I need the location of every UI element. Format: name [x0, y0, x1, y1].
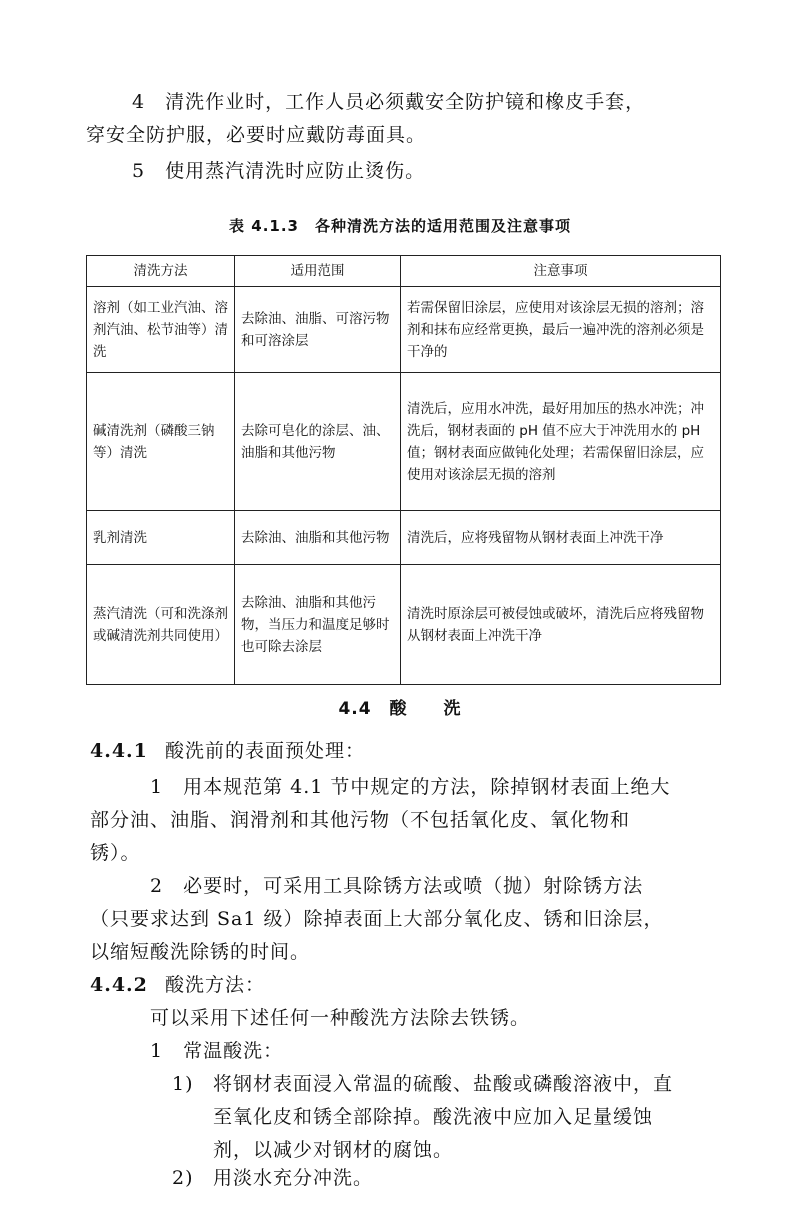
cell-scope: 去除油、油脂和其他污物 — [235, 511, 401, 565]
item-4-line-1: 4 清洗作业时，工作人员必须戴安全防护镜和橡皮手套， — [132, 91, 646, 113]
clause-4-4-1-item-2-line-1: 2 必要时，可采用工具除锈方法或喷（抛）射除锈方法 — [150, 875, 644, 897]
clause-number: 4.4.1 — [90, 740, 148, 762]
clause-4-4-1-item-1-line-3: 锈）。 — [90, 842, 141, 864]
table-header-row — [87, 256, 721, 287]
header-notes: 注意事项 — [401, 256, 721, 287]
table-caption: 表 4.1.3 各种清洗方法的适用范围及注意事项 — [229, 217, 571, 235]
item-5: 5 使用蒸汽清洗时应防止烫伤。 — [132, 160, 426, 182]
cell-method: 溶剂（如工业汽油、溶剂汽油、松节油等）清洗 — [87, 287, 235, 373]
cell-notes: 清洗后，应将残留物从钢材表面上冲洗干净 — [401, 511, 721, 565]
section-title: 4.4 酸 洗 — [338, 699, 462, 719]
clause-4-4-1-item-2-line-2: （只要求达到 Sa1 级）除掉表面上大部分氧化皮、锈和旧涂层， — [90, 908, 664, 930]
cell-notes: 清洗时原涂层可被侵蚀或破坏，清洗后应将残留物从钢材表面上冲洗干净 — [401, 565, 721, 685]
header-scope: 适用范围 — [235, 256, 401, 287]
item-4-line-2: 穿安全防护服，必要时应戴防毒面具。 — [86, 124, 427, 146]
table-row — [87, 287, 721, 373]
sub-item-1-line-2: 至氧化皮和锈全部除掉。酸洗液中应加入足量缓蚀 — [213, 1106, 654, 1128]
table-row — [87, 511, 721, 565]
cell-scope: 去除可皂化的涂层、油、油脂和其他污物 — [235, 373, 401, 511]
sub-item-1-number: 1) — [172, 1073, 194, 1095]
table-row — [87, 373, 721, 511]
cell-scope: 去除油、油脂和其他污物，当压力和温度足够时也可除去涂层 — [235, 565, 401, 685]
cleaning-methods-table — [86, 255, 721, 685]
cell-method: 乳剂清洗 — [87, 511, 235, 565]
sub-item-2-text: 用淡水充分冲洗。 — [213, 1167, 374, 1189]
cell-notes: 若需保留旧涂层，应使用对该涂层无损的溶剂；溶剂和抹布应经常更换，最后一遍冲洗的溶剂必须是干净的 — [401, 287, 721, 373]
clause-title: 酸洗前的表面预处理： — [164, 740, 365, 762]
cell-scope: 去除油、油脂、可溶污物和可溶涂层 — [235, 287, 401, 373]
clause-4-4-2 — [90, 971, 265, 999]
clause-4-4-1-item-1-line-1: 1 用本规范第 4.1 节中规定的方法，除掉钢材表面上绝大 — [150, 776, 671, 798]
table-row — [87, 565, 721, 685]
clause-4-4-1-item-1-line-2: 部分油、油脂、润滑剂和其他污物（不包括氧化皮、氧化物和 — [90, 809, 631, 831]
clause-4-4-2-intro: 可以采用下述任何一种酸洗方法除去铁锈。 — [150, 1007, 531, 1029]
sub-item-2-number: 2) — [172, 1167, 194, 1189]
clause-4-4-2-item-1: 1 常温酸洗： — [150, 1040, 284, 1062]
header-method: 清洗方法 — [87, 256, 235, 287]
clause-number: 4.4.2 — [90, 974, 148, 996]
clause-4-4-1-item-2-line-3: 以缩短酸洗除锈的时间。 — [90, 941, 311, 963]
sub-item-1-line-3: 剂，以减少对钢材的腐蚀。 — [213, 1139, 454, 1161]
sub-item-1-line-1: 将钢材表面浸入常温的硫酸、盐酸或磷酸溶液中，直 — [213, 1073, 674, 1095]
cell-method: 碱清洗剂（磷酸三钠等）清洗 — [87, 373, 235, 511]
clause-title: 酸洗方法： — [164, 974, 265, 996]
cell-notes: 清洗后，应用水冲洗，最好用加压的热水冲洗；冲洗后，钢材表面的 pH 值不应大于冲洗用水的 pH 值；钢材表面应做钝化处理；若需保留旧涂层，应使用对该涂层无损的溶剂 — [401, 373, 721, 511]
cell-method: 蒸汽清洗（可和洗涤剂或碱清洗剂共同使用） — [87, 565, 235, 685]
clause-4-4-1 — [90, 737, 365, 765]
